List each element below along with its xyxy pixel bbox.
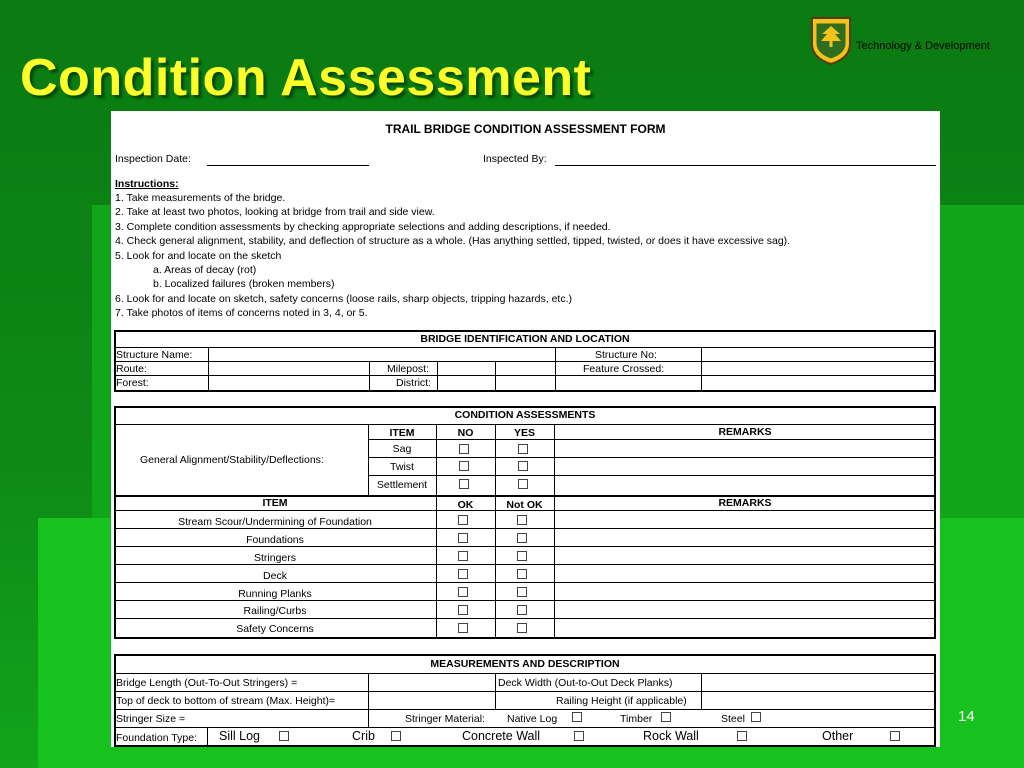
feature-crossed-label: Feature Crossed: bbox=[583, 363, 665, 375]
not-ok-checkbox[interactable] bbox=[517, 587, 527, 597]
district-label: District: bbox=[396, 377, 431, 389]
stringer-material-label: Stringer Material: bbox=[405, 713, 485, 725]
instruction-item: 5. Look for and locate on the sketch bbox=[115, 250, 282, 262]
settlement-yes-checkbox[interactable] bbox=[518, 479, 528, 489]
instruction-item: 1. Take measurements of the bridge. bbox=[115, 192, 286, 204]
route-label: Route: bbox=[116, 363, 147, 375]
inspected-by-field[interactable] bbox=[555, 165, 936, 166]
not-ok-checkbox[interactable] bbox=[517, 569, 527, 579]
not-ok-checkbox[interactable] bbox=[517, 533, 527, 543]
structure-name-label: Structure Name: bbox=[116, 349, 193, 361]
condition-heading: CONDITION ASSESSMENTS bbox=[454, 409, 596, 421]
stringer-size-label: Stringer Size = bbox=[116, 713, 186, 725]
general-alignment-label: General Alignment/Stability/Deflections: bbox=[140, 454, 324, 466]
instruction-item: 2. Take at least two photos, looking at bridge from trail and side view. bbox=[115, 206, 435, 218]
rock-wall-checkbox[interactable] bbox=[737, 731, 747, 741]
railing-height-label: Railing Height (if applicable) bbox=[556, 695, 687, 707]
not-ok-checkbox[interactable] bbox=[517, 551, 527, 561]
twist-no-checkbox[interactable] bbox=[459, 461, 469, 471]
milepost-label: Milepost: bbox=[387, 363, 430, 375]
assessment-item: Running Planks bbox=[238, 588, 312, 600]
timber-checkbox[interactable] bbox=[661, 712, 671, 722]
instruction-item: 6. Look for and locate on sketch, safety concerns (loose rails, sharp objects, tripping hazards, etc.) bbox=[115, 293, 572, 305]
structure-no-label: Structure No: bbox=[595, 349, 657, 361]
general-item: Settlement bbox=[376, 479, 428, 491]
foundation-type-label: Foundation Type: bbox=[116, 732, 197, 744]
other-label: Other bbox=[822, 729, 854, 743]
usfs-shield-icon bbox=[808, 14, 854, 66]
ok-checkbox[interactable] bbox=[458, 515, 468, 525]
native-log-checkbox[interactable] bbox=[572, 712, 582, 722]
assessment-item: Stringers bbox=[253, 552, 296, 564]
steel-label: Steel bbox=[721, 713, 745, 725]
col-yes: YES bbox=[513, 427, 535, 439]
top-of-deck-label: Top of deck to bottom of stream (Max. Height)= bbox=[116, 695, 336, 707]
settlement-no-checkbox[interactable] bbox=[459, 479, 469, 489]
form-title: TRAIL BRIDGE CONDITION ASSESSMENT FORM bbox=[385, 122, 666, 136]
concrete-wall-checkbox[interactable] bbox=[574, 731, 584, 741]
twist-yes-checkbox[interactable] bbox=[518, 461, 528, 471]
col-item: ITEM bbox=[389, 427, 415, 439]
deck-width-label: Deck Width (Out-to-Out Deck Planks) bbox=[498, 677, 673, 689]
inspection-date-field[interactable] bbox=[207, 165, 369, 166]
not-ok-checkbox[interactable] bbox=[517, 515, 527, 525]
steel-checkbox[interactable] bbox=[751, 712, 761, 722]
timber-label: Timber bbox=[620, 713, 653, 725]
crib-checkbox[interactable] bbox=[391, 731, 401, 741]
not-ok-checkbox[interactable] bbox=[517, 623, 527, 633]
assessment-item: Stream Scour/Undermining of Foundation bbox=[178, 516, 372, 528]
instruction-item: 4. Check general alignment, stability, and deflection of structure as a whole. (Has anything settled, tipped, twisted, or does it have excessive sag). bbox=[115, 235, 791, 247]
page-number: 14 bbox=[958, 708, 975, 725]
col-remarks: REMARKS bbox=[718, 426, 772, 438]
col-not-ok: Not OK bbox=[506, 499, 543, 511]
ok-checkbox[interactable] bbox=[458, 587, 468, 597]
sag-no-checkbox[interactable] bbox=[459, 444, 469, 454]
inspection-date-label: Inspection Date: bbox=[115, 153, 191, 165]
native-log-label: Native Log bbox=[507, 713, 558, 725]
concrete-wall-label: Concrete Wall bbox=[462, 729, 541, 743]
inspected-by-label: Inspected By: bbox=[483, 153, 547, 165]
col-remarks-2: REMARKS bbox=[718, 497, 772, 509]
col-no: NO bbox=[457, 427, 474, 439]
ok-checkbox[interactable] bbox=[458, 623, 468, 633]
general-item: Twist bbox=[390, 461, 414, 473]
instruction-subitem: a. Areas of decay (rot) bbox=[153, 264, 257, 276]
crib-label: Crib bbox=[352, 729, 375, 743]
sill-log-label: Sill Log bbox=[219, 729, 260, 743]
bridge-length-label: Bridge Length (Out-To-Out Stringers) = bbox=[116, 677, 298, 689]
col-item-2: ITEM bbox=[262, 497, 288, 509]
instruction-subitem: b. Localized failures (broken members) bbox=[153, 278, 335, 290]
measurements-heading: MEASUREMENTS AND DESCRIPTION bbox=[430, 658, 620, 670]
forest-label: Forest: bbox=[116, 377, 149, 389]
instruction-item: 7. Take photos of items of concerns noted in 3, 4, or 5. bbox=[115, 307, 368, 319]
assessment-item: Railing/Curbs bbox=[243, 605, 307, 617]
assessment-item: Foundations bbox=[246, 534, 304, 546]
sag-yes-checkbox[interactable] bbox=[518, 444, 528, 454]
instruction-item: 3. Complete condition assessments by checking appropriate selections and adding descriptions, if needed. bbox=[115, 221, 611, 233]
instructions-heading: Instructions: bbox=[115, 178, 179, 190]
assessment-item: Safety Concerns bbox=[236, 623, 314, 635]
ok-checkbox[interactable] bbox=[458, 605, 468, 615]
rock-wall-label: Rock Wall bbox=[643, 729, 699, 743]
ok-checkbox[interactable] bbox=[458, 533, 468, 543]
sill-log-checkbox[interactable] bbox=[279, 731, 289, 741]
identification-heading: BRIDGE IDENTIFICATION AND LOCATION bbox=[420, 333, 630, 345]
brand-text: Technology & Development bbox=[856, 40, 990, 52]
general-item: Sag bbox=[392, 443, 412, 455]
not-ok-checkbox[interactable] bbox=[517, 605, 527, 615]
other-checkbox[interactable] bbox=[890, 731, 900, 741]
assessment-item: Deck bbox=[263, 570, 287, 582]
ok-checkbox[interactable] bbox=[458, 551, 468, 561]
assessment-form bbox=[111, 111, 940, 747]
slide-title: Condition Assessment bbox=[20, 49, 592, 107]
ok-checkbox[interactable] bbox=[458, 569, 468, 579]
col-ok: OK bbox=[457, 499, 474, 511]
